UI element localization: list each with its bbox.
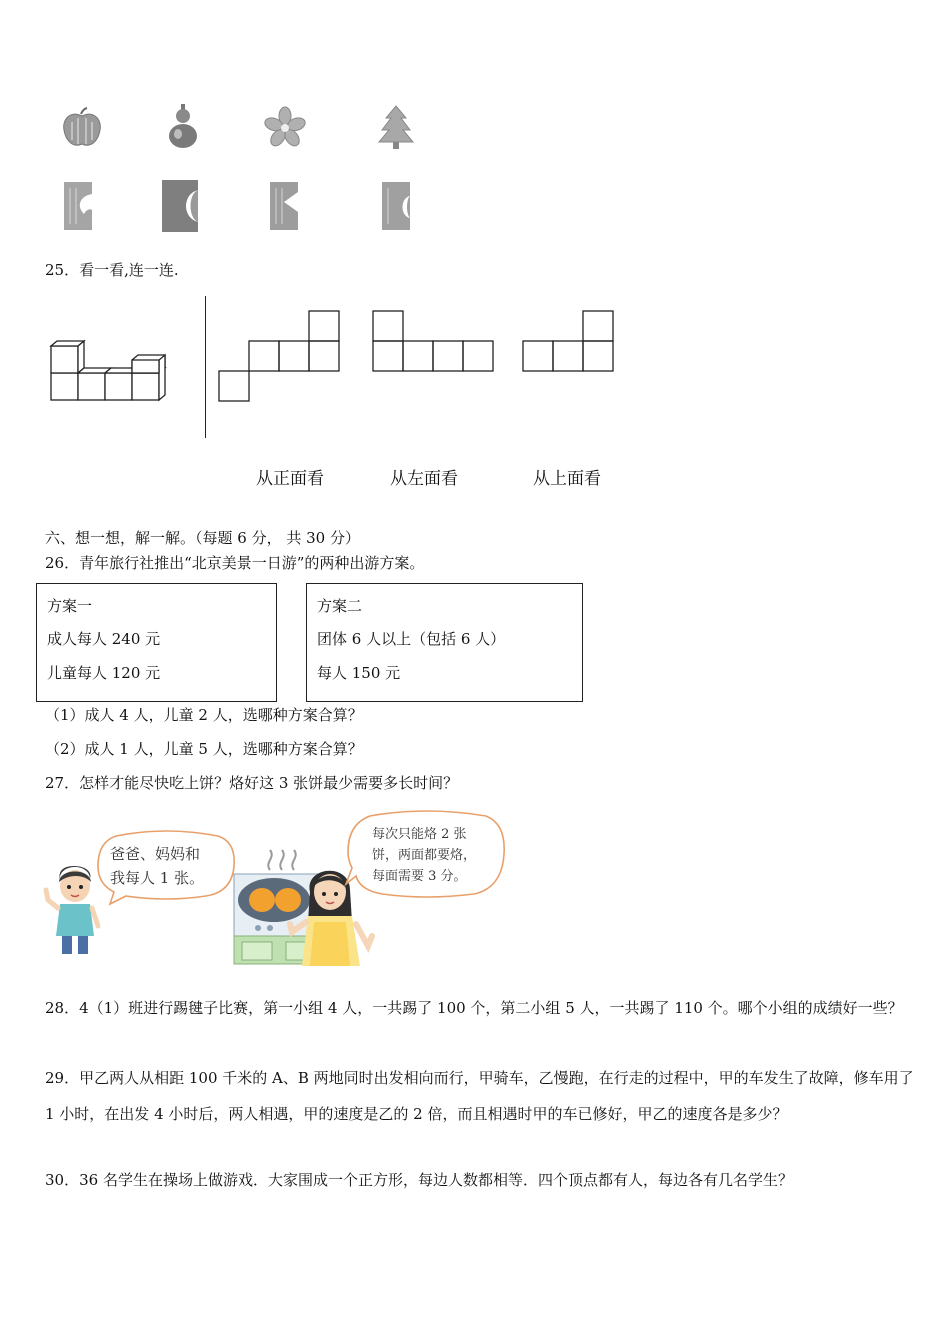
paper-crescent-hole-icon bbox=[380, 180, 414, 232]
vertical-divider bbox=[205, 296, 206, 438]
apple-cutout-icon bbox=[60, 106, 104, 150]
paper-notch-hole-icon bbox=[268, 180, 304, 232]
boy-bubble-text bbox=[110, 842, 204, 890]
view-option-2 bbox=[372, 310, 496, 372]
question-29-text: 29．甲乙两人从相距 100 千米的 A、B 两地同时出发相向而行，甲骑车，乙慢跑，在行走的过程中，甲的车发生了故障，修车用了 1 小时，在出发 4 小时后，两人相遇，甲的速度是乙的 2 倍，而且相遇时甲的车已修好，甲乙的速度各是多少？ bbox=[45, 1069, 914, 1123]
view-option-1 bbox=[218, 310, 340, 402]
plan-2-name: 方案二 bbox=[317, 597, 363, 615]
tree-cutout-icon bbox=[376, 104, 416, 150]
plan-2-box bbox=[306, 583, 583, 702]
label-front-view: 从正面看 bbox=[256, 469, 324, 489]
gourd-cutout-icon bbox=[165, 104, 201, 150]
cube-solid-figure bbox=[48, 340, 188, 404]
question-25-title: 25．看一看,连一连. bbox=[45, 261, 179, 279]
section-6-heading: 六、想一想，解一解。（每题 6 分， 共 30 分） bbox=[45, 529, 360, 547]
question-30-text: 30．36 名学生在操场上做游戏．大家围成一个正方形，每边人数都相等．四个顶点都有人，每边各有几名学生？ bbox=[45, 1171, 793, 1189]
question-26-title: 26．青年旅行社推出“北京美景一日游”的两种出游方案。 bbox=[45, 554, 425, 572]
question-26-sub-2: （2）成人 1 人，儿童 5 人，选哪种方案合算？ bbox=[45, 740, 363, 758]
mother-bubble-line-1: 每次只能烙 2 张 bbox=[372, 827, 467, 842]
question-28-text: 28．4（1）班进行踢毽子比赛，第一小组 4 人，一共踢了 100 个，第二小组 5 人，一共踢了 110 个。哪个小组的成绩好一些？ bbox=[45, 999, 903, 1017]
plan-2-group-condition: 团体 6 人以上（包括 6 人） bbox=[317, 630, 506, 648]
label-top-view: 从上面看 bbox=[533, 469, 601, 489]
question-26-sub-1: （1）成人 4 人，儿童 2 人，选哪种方案合算？ bbox=[45, 706, 363, 724]
plan-1-box bbox=[36, 583, 277, 702]
plan-1-child-price: 儿童每人 120 元 bbox=[47, 664, 161, 682]
mother-bubble-line-3: 每面需要 3 分。 bbox=[372, 869, 467, 884]
question-27-title: 27．怎样才能尽快吃上饼？烙好这 3 张饼最少需要多长时间？ bbox=[45, 774, 459, 792]
label-left-view: 从左面看 bbox=[390, 469, 458, 489]
plan-1-adult-price: 成人每人 240 元 bbox=[47, 630, 161, 648]
paper-leaf-hole-icon bbox=[62, 180, 100, 232]
mother-bubble-text bbox=[372, 824, 476, 887]
view-option-3 bbox=[522, 310, 616, 372]
paper-moon-hole-icon bbox=[160, 178, 202, 234]
plan-2-price: 每人 150 元 bbox=[317, 664, 401, 682]
flower-cutout-icon bbox=[263, 106, 307, 150]
boy-bubble-line-1: 爸爸、妈妈和 bbox=[110, 845, 201, 863]
mother-bubble-line-2: 饼，两面都要烙， bbox=[372, 848, 477, 863]
plan-1-name: 方案一 bbox=[47, 597, 93, 615]
boy-bubble-line-2: 我每人 1 张。 bbox=[110, 869, 205, 887]
